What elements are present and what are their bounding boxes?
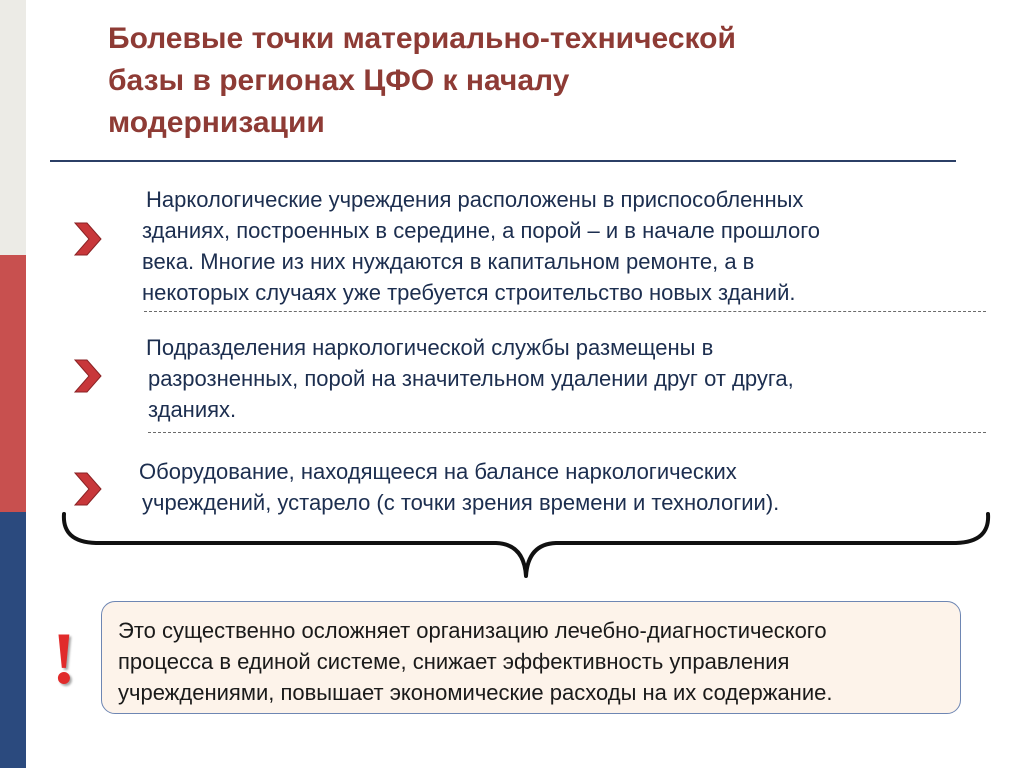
point-line: разрозненных, порой на значительном удалении друг от друга, bbox=[148, 366, 794, 391]
pain-point-1 bbox=[142, 184, 962, 308]
chevron-right-icon bbox=[72, 471, 104, 507]
point-line: Подразделения наркологической службы размещены в bbox=[146, 335, 714, 360]
title-line: базы в регионах ЦФО к началу bbox=[108, 64, 570, 97]
point-line: некоторых случаях уже требуется строительство новых зданий. bbox=[142, 280, 796, 305]
side-stripe-red bbox=[0, 255, 26, 512]
title-underline bbox=[50, 160, 956, 162]
slide-title bbox=[108, 18, 928, 144]
dashed-divider bbox=[148, 432, 986, 433]
pain-point-2 bbox=[146, 332, 946, 425]
title-line: модернизации bbox=[108, 106, 325, 139]
title-line: Болевые точки материально-технической bbox=[108, 22, 736, 55]
side-stripe-beige bbox=[0, 0, 26, 255]
exclamation-icon: ! bbox=[51, 618, 77, 700]
chevron-right-icon bbox=[72, 221, 104, 257]
point-line: зданиях. bbox=[148, 397, 237, 422]
point-line: учреждений, устарело (с точки зрения времени и технологии). bbox=[142, 490, 780, 515]
point-line: Наркологические учреждения расположены в приспособленных bbox=[146, 187, 804, 212]
pain-point-3 bbox=[139, 456, 939, 518]
point-line: века. Многие из них нуждаются в капитальном ремонте, а в bbox=[142, 249, 755, 274]
point-line: зданиях, построенных в середине, а порой – и в начале прошлого bbox=[142, 218, 820, 243]
chevron-right-icon bbox=[72, 358, 104, 394]
summary-line: Это существенно осложняет организацию лечебно-диагностического bbox=[118, 618, 827, 643]
point-line: Оборудование, находящееся на балансе наркологических bbox=[139, 459, 737, 484]
summary-box bbox=[101, 601, 961, 714]
side-stripe-blue bbox=[0, 512, 26, 768]
dashed-divider bbox=[144, 311, 986, 312]
curly-brace bbox=[56, 510, 996, 580]
summary-line: учреждениями, повышает экономические расходы на их содержание. bbox=[118, 680, 833, 705]
summary-line: процесса в единой системе, снижает эффективность управления bbox=[118, 649, 790, 674]
